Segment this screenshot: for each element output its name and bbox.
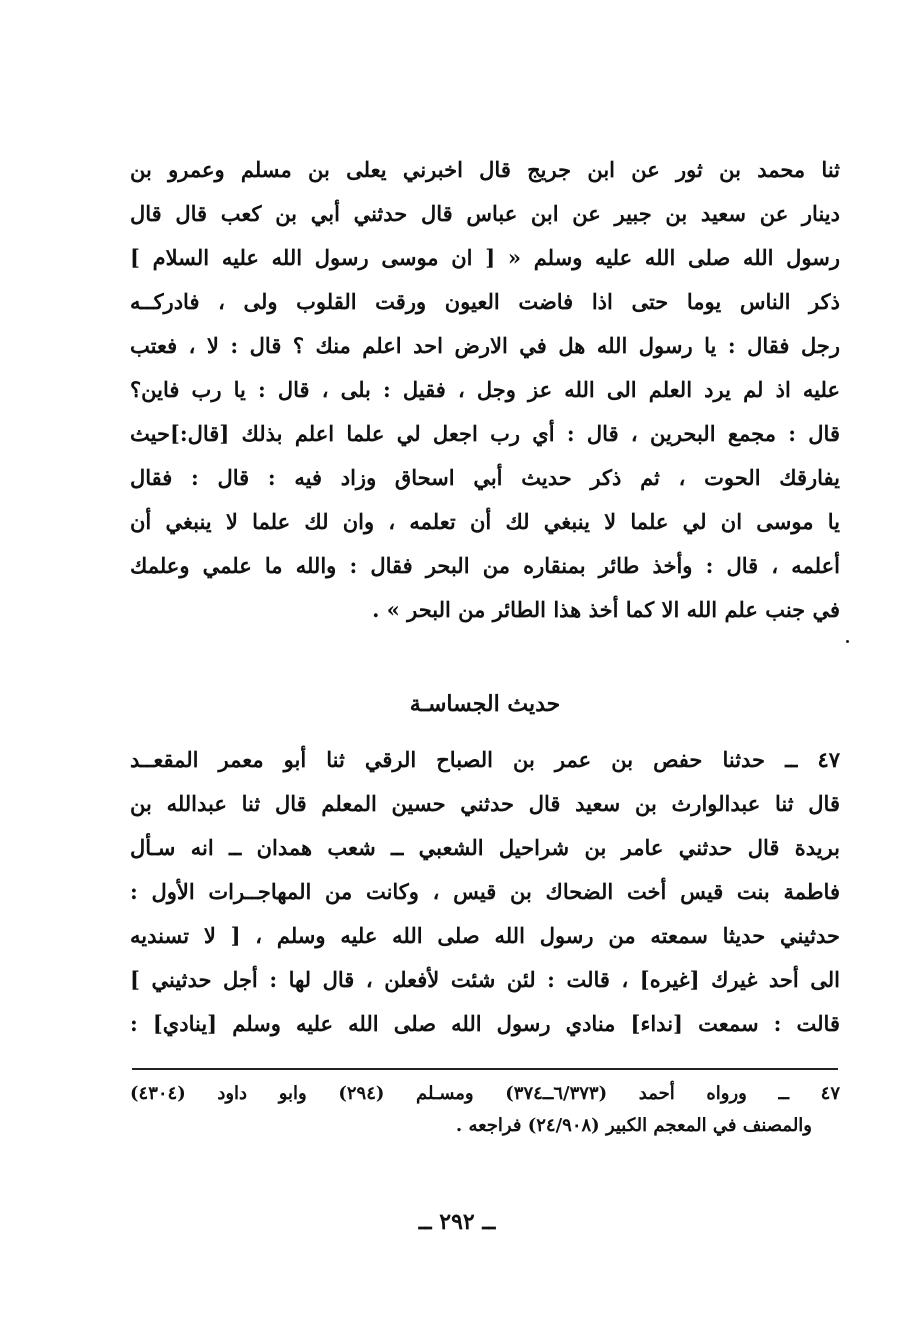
text-line: أعلمه ، قال : وأخذ طائر بمنقاره من البحر فقال : والله ما علمي وعلمك: [130, 553, 840, 578]
text-line: ذكر الناس يوما حتى اذا فاضت العيون ورقت القلوب ولى ، فادركــه: [130, 289, 840, 314]
margin-mark: [846, 640, 849, 643]
text-line: يفارقك الحوت ، ثم ذكر حديث أبي اسحاق وزاد فيه : قال : فقال: [130, 465, 840, 490]
text-line: قال : مجمع البحرين ، قال : أي رب اجعل لي علما اعلم بذلك [قال:]حيث: [130, 421, 840, 446]
footnote-divider: [132, 1068, 838, 1070]
text-line: دينار عن سعيد بن جبير عن ابن عباس قال حدثني أبي بن كعب قال قال: [130, 201, 840, 226]
footnote: [130, 1078, 840, 1142]
text-line: رسول الله صلى الله عليه وسلم « [ ان موسى رسول الله عليه السلام ]: [130, 245, 840, 270]
footnote-line: والمصنف في المعجم الكبير (٢٤/٩٠٨) فراجعه .: [455, 1115, 812, 1136]
text-line: حدثيني حديثا سمعته من رسول الله صلى الله عليه وسلم ، [ لا تسنديه: [130, 923, 840, 948]
hadith-paragraph: [130, 738, 840, 1046]
text-line: في جنب علم الله الا كما أخذ هذا الطائر من البحر » .: [372, 597, 840, 622]
text-line: قال ثنا عبدالوارث بن سعيد قال حدثني حسين المعلم قال ثنا عبدالله بن: [130, 791, 840, 816]
text-line: بريدة قال حدثني عامر بن شراحيل الشعبي ــ شعب همدان ــ انه سـأل: [130, 835, 840, 860]
text-line: قالت : سمعت [نداء] منادي رسول الله صلى الله عليه وسلم [ينادي] :: [130, 1011, 840, 1036]
text-line: فاطمة بنت قيس أخت الضحاك بن قيس ، وكانت من المهاجــرات الأول :: [130, 879, 840, 904]
text-line: عليه اذ لم يرد العلم الى الله عز وجل ، فقيل : بلى ، قال : يا رب فاين؟: [130, 377, 840, 402]
text-line: رجل فقال : يا رسول الله هل في الارض احد اعلم منك ؟ قال : لا ، فعتب: [130, 333, 840, 358]
text-line: ثنا محمد بن ثور عن ابن جريج قال اخبرني يعلى بن مسلم وعمرو بن: [130, 157, 840, 182]
text-line: ٤٧ ــ حدثنا حفص بن عمر بن الصباح الرقي ثنا أبو معمر المقعــد: [130, 747, 840, 772]
text-line: يا موسى ان لي علما لا ينبغي لك أن تعلمه ، وان لك علما لا ينبغي أن: [130, 509, 840, 534]
narration-paragraph: [130, 148, 840, 632]
section-heading: حديث الجساسـة: [409, 691, 561, 717]
page-number: ــ ٢٩٢ ــ: [418, 1209, 496, 1235]
footnote-line: ٤٧ ــ ورواه أحمد (٦/٣٧٣ــ٣٧٤) ومسـلم (٢٩٤) وابو داود (٤٣٠٤): [130, 1083, 840, 1104]
text-line: الى أحد غيرك [غيره] ، قالت : لئن شئت لأفعلن ، قال لها : أجل حدثيني ]: [130, 967, 840, 992]
